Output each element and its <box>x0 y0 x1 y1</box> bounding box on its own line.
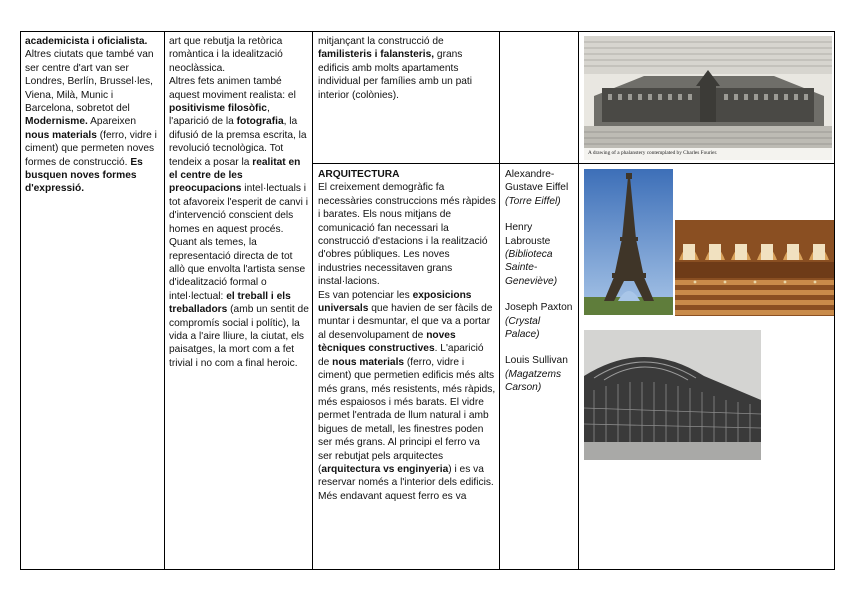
phalanstery-image <box>584 36 832 160</box>
architect-entry <box>505 354 577 394</box>
bold-phrase: noves tècniques constructives <box>318 329 456 355</box>
crystal-palace-drawing <box>584 330 761 460</box>
row-divider <box>312 163 835 164</box>
table-left-border <box>20 31 21 570</box>
bold-phrase: positivisme filosòfic <box>169 103 267 115</box>
architect-name: Henry Labrouste <box>505 222 551 247</box>
architect-name: Alexandre-Gustave Eiffel <box>505 169 569 194</box>
architecture-paragraph-1: El creixement demogràfic fa necessàries construccions més ràpides i barates. Els nous mitjans de comunicació fan necessari la construcció d'estacions i la realització d'obres públiques. Les noves industries necessitaven grans instal·lacions. <box>318 182 496 288</box>
column-divider-1 <box>164 31 165 570</box>
phalanstery-drawing <box>584 36 832 160</box>
realism-paragraph-2: Altres fets animen també aquest moviment realista: el positivisme filosòfic, l'aparició de la fotografia, la difusió de la premsa escrita, la revolució tecnològica. Tot tendeix a posar la realitat en el centre de les preocupacions intel·lectuals i tot afavoreix l'esperit de canvi i d'intervenció conscient dels homes en aquest procés. Quant als temes, la representació directa de tot allò que envolta l'artista sense d'idealització formal o intel·lectual: el treball i els treballadors (amb un sentit de compromís social i polític), la vida a l'aire lliure, la ciutat, els paisatges, la mort com a fet trivial i no com a final heroic. <box>169 76 309 369</box>
library-image <box>675 220 834 316</box>
intro-text-cell <box>25 35 159 196</box>
architecture-text-cell <box>318 168 496 503</box>
phalanstery-paragraph: mitjançant la construcció de familisteris i falansteris, grans edificis amb molts apartaments individual per famílies amb un pati interior (colònies). <box>318 36 473 101</box>
section-heading: ARQUITECTURA <box>318 169 400 180</box>
architect-work: (Biblioteca Sainte-Geneviève) <box>505 249 558 287</box>
column-divider-4 <box>578 31 579 570</box>
phalanstery-text-cell <box>318 35 494 102</box>
image-caption: A drawing of a phalanstery contemplated by Charles Fourier. <box>588 150 718 156</box>
architect-work: (Crystal Palace) <box>505 315 541 341</box>
column-divider-2 <box>312 31 313 570</box>
table-top-border <box>20 31 835 32</box>
column-divider-3 <box>499 31 500 570</box>
realism-paragraph-1: art que rebutja la retòrica romàntica i la idealització neoclàssica. <box>169 36 283 74</box>
bold-phrase: Modernisme. <box>25 116 88 128</box>
bold-phrase: realitat en el centre de les preocupacions <box>169 156 301 195</box>
architect-entry <box>505 168 577 208</box>
bold-phrase: familisteris i falansteris, <box>318 49 435 61</box>
architect-entry <box>505 221 577 288</box>
crystal-palace-image <box>584 330 761 460</box>
architect-work: (Magatzems Carson) <box>505 368 562 394</box>
bold-phrase: academicista i oficialista. <box>25 36 148 47</box>
architect-name: Joseph Paxton <box>505 302 573 314</box>
bold-phrase: fotografia <box>236 116 284 128</box>
bold-phrase: nous materials <box>25 129 97 141</box>
architect-work: (Torre Eiffel) <box>505 195 561 207</box>
realism-text-cell <box>169 35 309 370</box>
architect-entry <box>505 301 577 341</box>
eiffel-tower-image <box>584 169 673 315</box>
architecture-paragraph-2: Es van potenciar les exposicions universals que havien de ser fàcils de muntar i desmuntar, el que va a portar al desenvolupament de noves tècniques constructives. L'aparició de nous materials (ferro, vidre i ciment) que permetien edificis més alts més grans, més resistents, més ràpids, més espaiosos i més barats. El vidre permet l'entrada de llum natural i amb bigues de metall, les finestres poden ser més grans. Al principi el ferro va ser rebutjat pels arquitectes (arquitectura vs enginyeria) i es va reservar només a l'interior dels edificis. Més endavant aquest ferro es va <box>318 289 496 502</box>
intro-paragraph: academicista i oficialista. Altres ciutats que també van ser centre d'art van ser Londres, Berlín, Brussel·les, Viena, Milà, Munic i Barcelona, sobretot del Modernisme. Apareixen nous materials (ferro, vidre i ciment) que permeten noves formes de construcció. Es busquen noves formes d'expressió. <box>25 36 157 195</box>
architect-name: Louis Sullivan <box>505 355 568 367</box>
bold-phrase: arquitectura vs enginyeria <box>321 463 449 475</box>
bold-phrase: el treball i els treballadors <box>169 290 291 316</box>
table-right-border <box>834 31 835 570</box>
table-bottom-border <box>20 569 835 570</box>
bold-phrase: nous materials <box>332 356 405 368</box>
bold-phrase: exposicions universals <box>318 289 472 315</box>
architects-cell <box>505 168 577 395</box>
bold-phrase: Es busquen noves formes d'expressió. <box>25 156 143 195</box>
library-drawing <box>675 220 834 316</box>
eiffel-tower-drawing <box>584 169 673 315</box>
